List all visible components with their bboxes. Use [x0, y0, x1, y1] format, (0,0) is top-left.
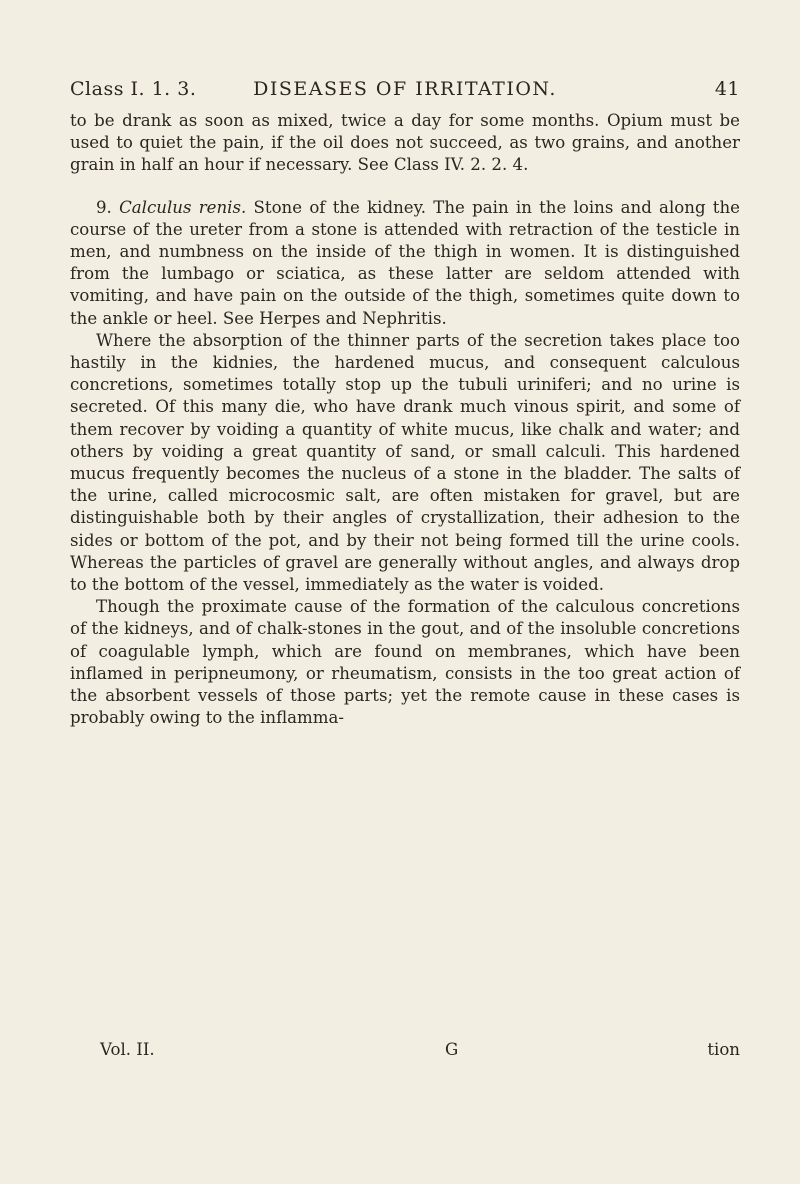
page-number: 41	[714, 78, 740, 100]
paragraph-absorption: Where the absorption of the thinner parts of the secretion takes place too hastily in the kidnies, the hardened mucus, and consequent calculous concretions, sometimes totally stop up the tubuli uriniferi; and no urine is secreted. Of this many die, who have drank much vinous spirit, and some of them recover by voiding a quantity of white mucus, like chalk and water; and others by voiding a great quantity of sand, or small calculi. This hardened mucus frequently becomes the nucleus of a stone in the bladder. The salts of the urine, called microcosmic salt, are often mistaken for gravel, but are distinguishable both by their angles of crystallization, their adhesion to the sides or bottom of the pot, and by their not being formed till the urine cools. Whereas the particles of gravel are generally without angles, and always drop to the bottom of the vessel, immediately as the water is voided.	[70, 330, 740, 595]
paragraph-opium: to be drank as soon as mixed, twice a day for some months. Opium must be used to quiet the pain, if the oil does not succeed, as two grains, and another grain in half an hour if necessary. See Class IV. 2. 2. 4.	[70, 111, 740, 175]
signature-mark: G	[445, 1040, 459, 1059]
running-head	[70, 78, 740, 106]
volume-label: Vol. II.	[100, 1040, 155, 1059]
paragraph-proximate-cause: Though the proximate cause of the formation of the calculous concretions of the kidneys, and of chalk-stones in the gout, and of the insoluble concretions of coagulable lymph, which are found on membranes, which have been inflamed in peripneumony, or rheumatism, consists in the too great action of the absorbent vessels of those parts; yet the remote cause in these cases is probably owing to the inflamma-	[70, 597, 740, 728]
section-title: Calculus renis.	[119, 197, 247, 217]
chapter-title: DISEASES OF IRRITATION.	[253, 78, 557, 100]
class-reference: Class I. 1. 3.	[70, 78, 197, 100]
paragraph-calculus-renis	[70, 197, 740, 330]
section-number: 9.	[96, 197, 112, 217]
catchword: tion	[707, 1040, 740, 1059]
body-text	[70, 110, 740, 729]
section-body: Stone of the kidney. The pain in the loins and along the course of the ureter from a stone is attended with retraction of the testicle in men, and numbness on the inside of the thigh in women. It is distinguished from the lumbago or sciatica, as these latter are seldom attended with vomiting, and have pain on the outside of the thigh, sometimes quite down to the ankle or heel. See Herpes and Nephritis.	[70, 197, 740, 328]
page-footer	[70, 1040, 740, 1066]
